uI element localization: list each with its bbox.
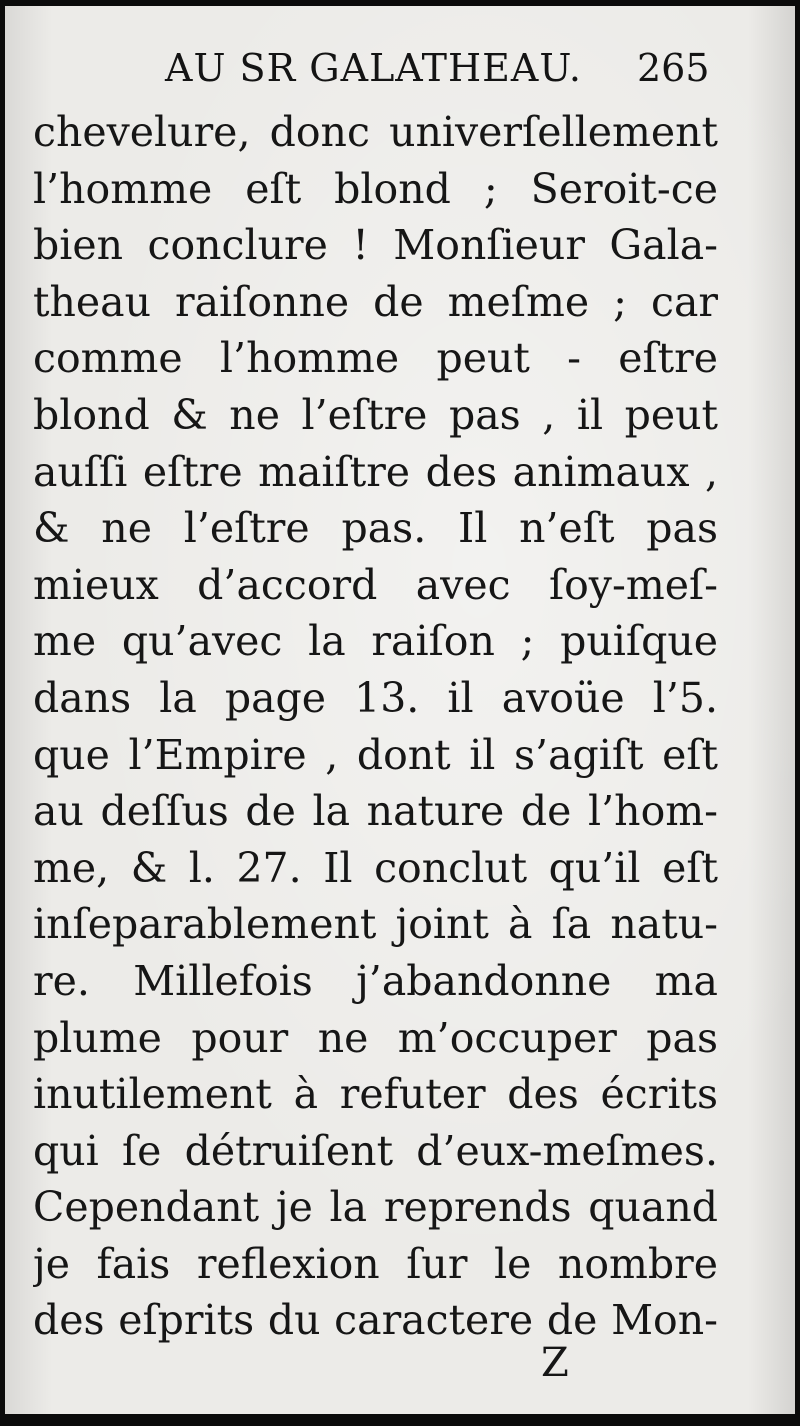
text-line: mieux d’accord avec ſoy-meſ- [33,560,718,609]
text-line: me, & l. 27. Il conclut qu’il eſt [33,843,718,892]
text-line: inutilement à refuter des écrits [33,1070,718,1119]
text-line: re. Millefois j’abandonne ma [33,956,718,1005]
text-line: theau raiſonne de meſme ; car [33,277,718,326]
text-line: je fais reflexion ſur le nombre [33,1239,718,1288]
running-title: AU SR GALATHEAU. [165,46,582,90]
text-line: au deſſus de la nature de l’hom- [33,787,718,836]
text-line: chevelure, donc univerſellement [33,108,718,156]
text-line: & ne l’eſtre pas. Il n’eſt pas [33,504,718,553]
text-line: Cependant je la reprends quand [33,1183,718,1232]
page-number: 265 [637,46,710,90]
book-page [5,6,795,1414]
text-line: l’homme eſt blond ; Seroit-ce [33,164,718,213]
text-line: dans la page 13. il avoüe l’5. [33,673,718,722]
catchword: Z [541,1340,569,1386]
text-line: blond & ne l’eſtre pas , il peut [33,390,718,439]
text-line: que l’Empire , dont il s’agiſt eſt [33,730,718,779]
text-line: auſſi eſtre maiſtre des animaux , [33,447,718,496]
text-line: plume pour ne m’occuper pas [33,1013,718,1062]
text-line: bien conclure ! Monſieur Gala- [33,221,718,270]
text-line: des eſprits du caractere de Mon- [33,1296,718,1345]
text-line: inſeparablement joint à ſa natu- [33,900,718,949]
text-line: comme l’homme peut - eſtre [33,334,718,383]
body-text [33,104,718,1349]
text-line: me qu’avec la raiſon ; puiſque [33,617,718,666]
text-line: qui ſe détruiſent d’eux-meſmes. [33,1126,718,1175]
